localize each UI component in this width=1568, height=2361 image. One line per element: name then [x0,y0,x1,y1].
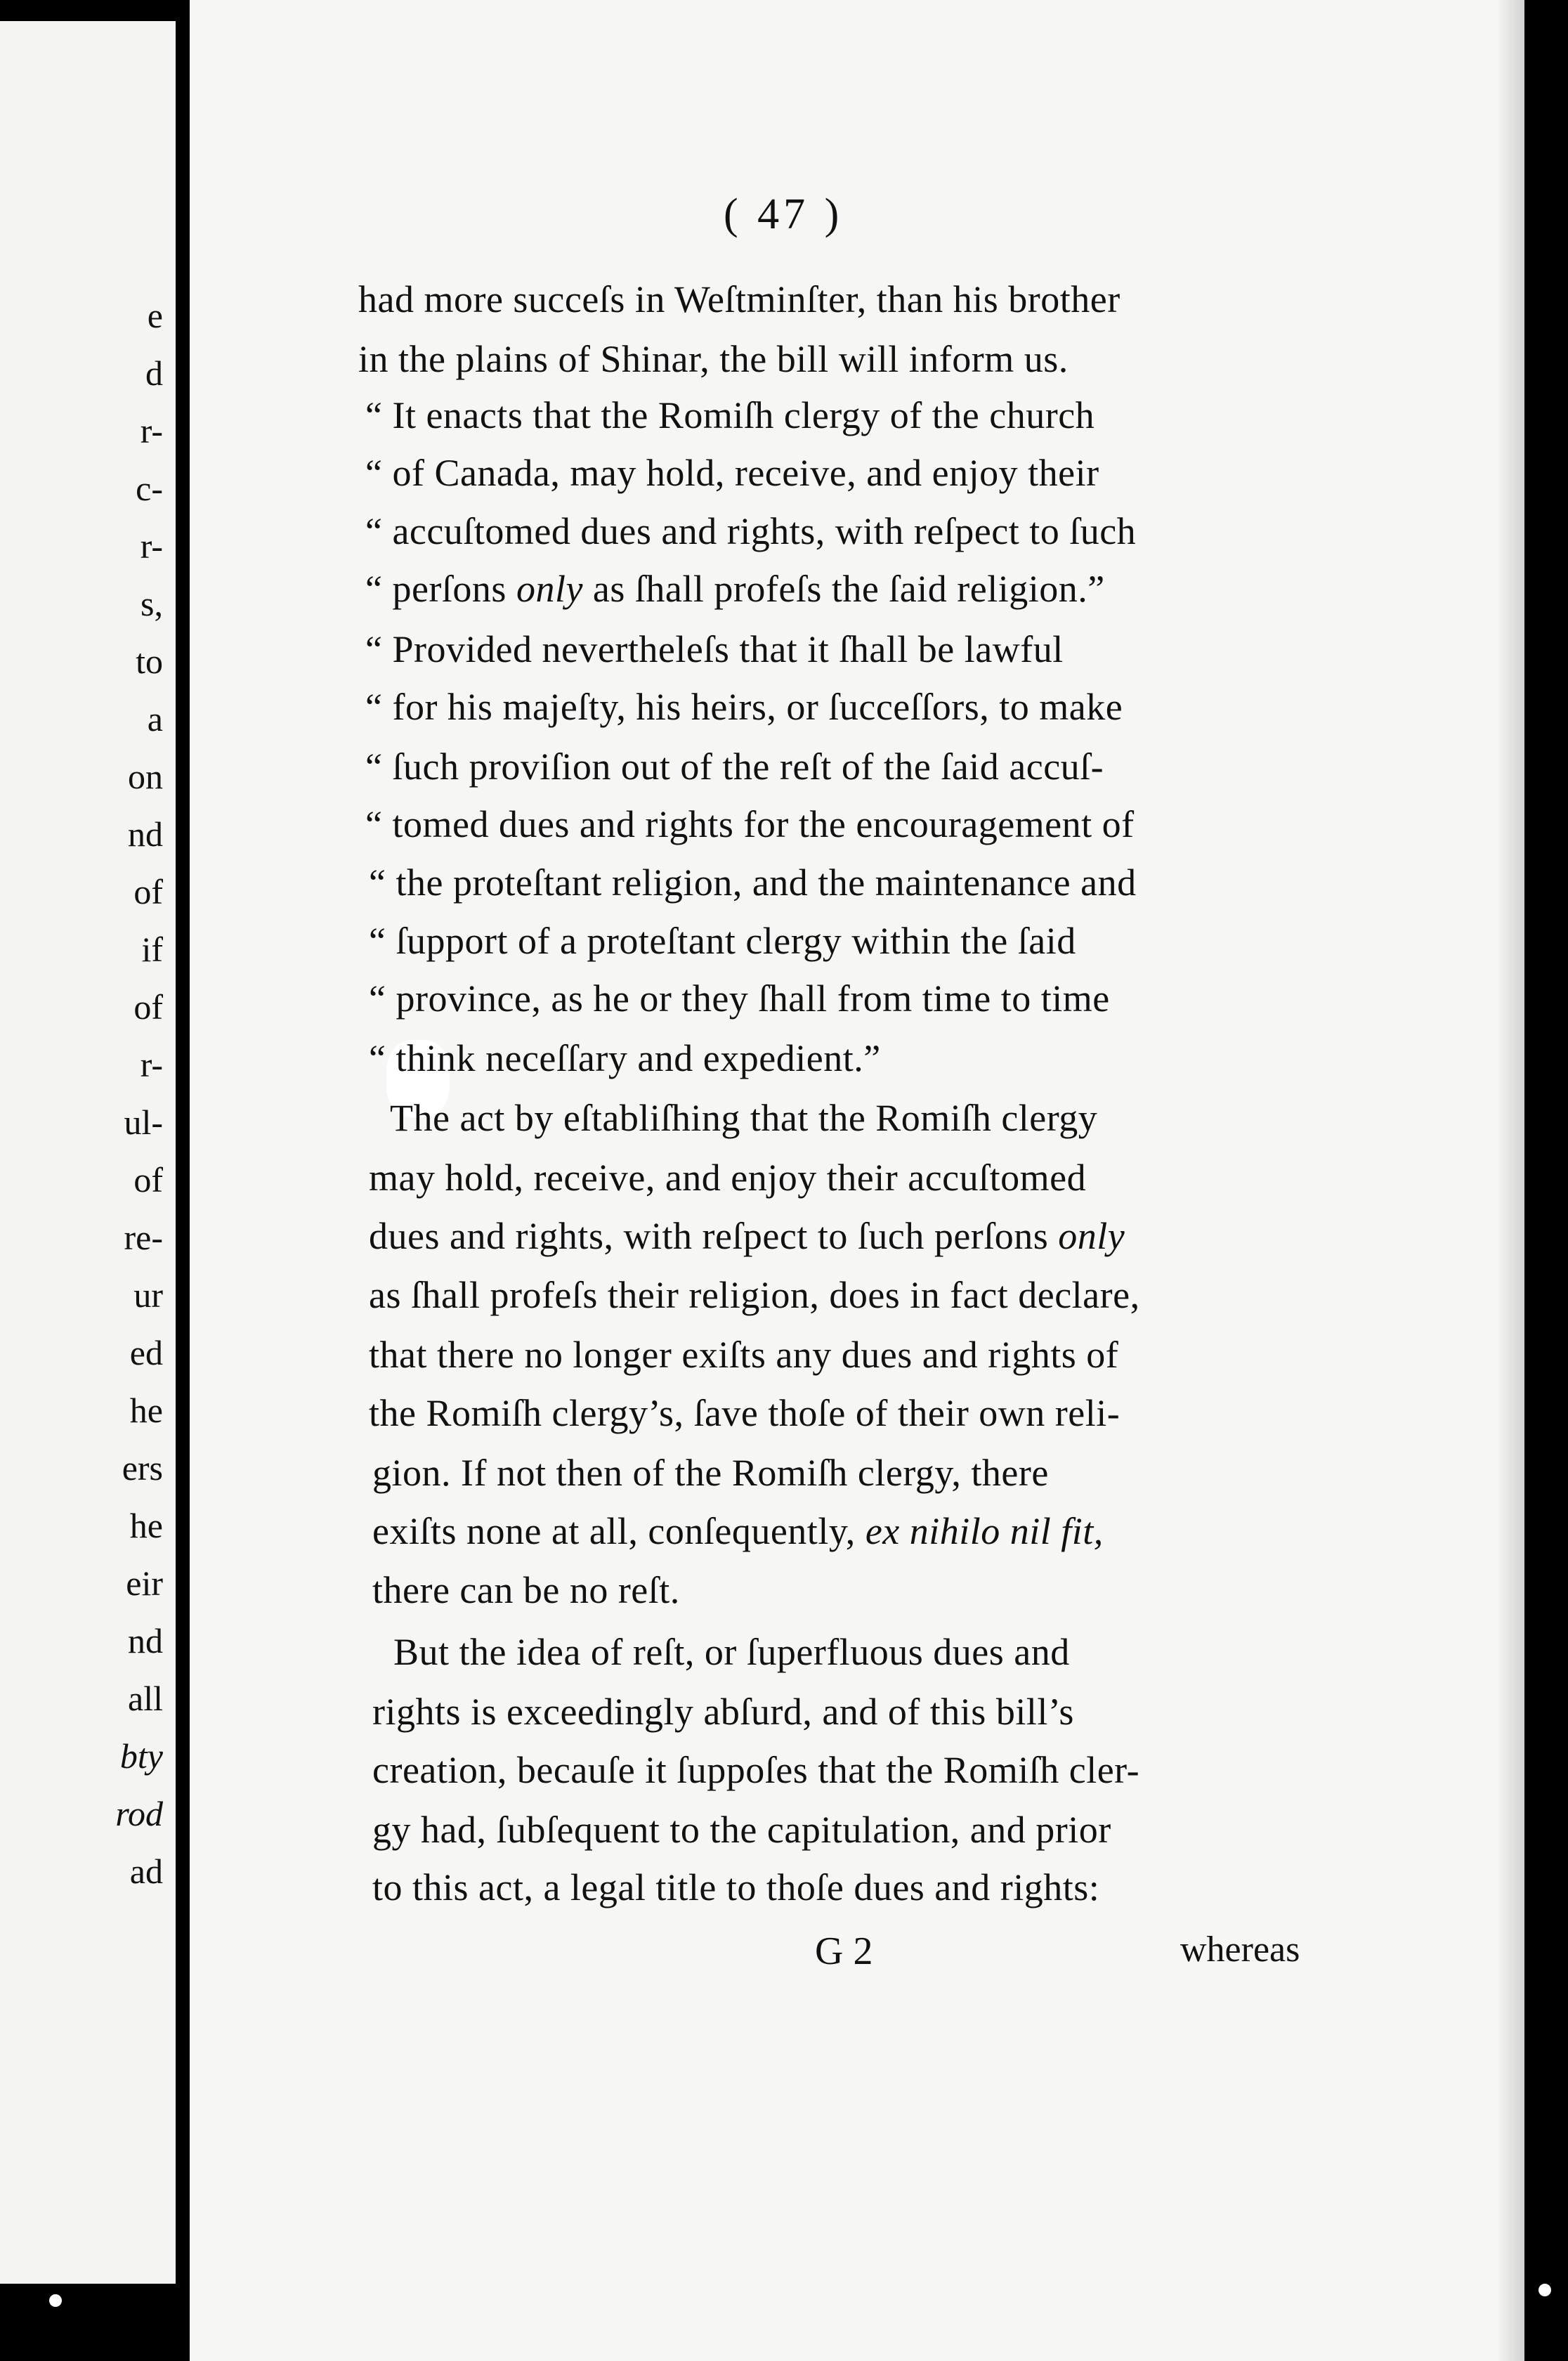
previous-page-fragment: of [133,987,163,1027]
previous-page-fragment: of [133,872,163,911]
text-line: the Romiſh clergy’s, ſave thoſe of their own reli- [369,1392,1121,1434]
text-run: exiſts none at all, conſequently, [372,1510,865,1552]
signature-mark: G 2 [815,1930,873,1973]
previous-page-fragment: nd [128,814,163,854]
text-run: “ perſons [365,568,516,610]
catchword: whereas [1180,1930,1300,1970]
text-line: gy had, ſubſequent to the capitulation, and prior [372,1809,1111,1851]
previous-page-fragment: r- [140,526,163,566]
previous-page-fragment: s, [141,584,163,623]
previous-page-fragment: on [128,757,163,796]
previous-page-fragment: he [129,1391,163,1430]
text-line: may hold, receive, and enjoy their accuſtomed [369,1157,1087,1199]
text-line: creation, becauſe it ſuppoſes that the Romiſh cler- [372,1749,1140,1791]
previous-page-fragment: r- [140,1045,163,1084]
previous-page-fragment: ur [133,1275,163,1315]
previous-page-fragment: ul- [124,1103,163,1142]
book-page [190,0,1524,2361]
previous-page-fragment: ad [129,1852,163,1891]
text-run: as ſhall profeſs the ſaid religion.” [582,568,1105,610]
previous-page-fragment: e [147,296,163,335]
text-line: “ accuſtomed dues and rights, with reſpect to ſuch [365,510,1137,552]
page-edge-shadow [1496,0,1524,2361]
book-gutter [176,0,190,2361]
text-line: “ of Canada, may hold, receive, and enjoy their [365,452,1099,494]
text-line: “ ſupport of a proteſtant clergy within the ſaid [369,920,1076,962]
previous-page-fragment: re- [124,1218,163,1257]
text-line: had more succeſs in Weſtminſter, than his brother [358,278,1121,320]
italic-text: ex nihilo nil fit, [865,1510,1104,1552]
text-line [365,567,1105,611]
text-line: in the plains of Shinar, the bill will inform us. [358,338,1069,380]
previous-page-fragment: r- [140,411,163,450]
text-line: as ſhall profeſs their religion, does in fact declare, [369,1274,1140,1316]
previous-page-fragment: to [136,642,163,681]
ink-speck [49,2294,62,2307]
previous-page-fragment: d [145,353,163,393]
text-line: that there no longer exiſts any dues and rights of [369,1334,1119,1376]
text-run: dues and rights, with reſpect to ſuch perſons [369,1215,1059,1257]
previous-page-fragment: all [128,1679,163,1718]
previous-page-fragment: if [141,930,163,969]
text-line: “ It enacts that the Romiſh clergy of the church [365,394,1095,436]
previous-page-fragment: he [129,1506,163,1545]
text-line: “ Provided nevertheleſs that it ſhall be lawful [365,628,1064,670]
previous-page-fragment: a [147,699,163,739]
text-line: rights is exceedingly abſurd, and of this bill’s [372,1691,1074,1733]
italic-text: only [516,568,583,610]
text-line: there can be no reſt. [372,1569,680,1611]
previous-page-fragment: rod [115,1794,163,1833]
previous-page-fragment: bty [119,1736,163,1776]
text-line [372,1509,1104,1553]
text-line: But the idea of reſt, or ſuperfluous dues and [393,1631,1070,1673]
previous-page-fragment: of [133,1160,163,1199]
previous-page-edge [0,21,176,2284]
page-number: ( 47 ) [724,190,844,238]
text-line: “ for his majeſty, his heirs, or ſucceſſors, to make [365,686,1123,728]
text-line: “ province, as he or they ſhall from time to time [369,977,1110,1020]
text-line: “ tomed dues and rights for the encouragement of [365,803,1135,845]
text-line: gion. If not then of the Romiſh clergy, there [372,1452,1049,1494]
text-line: “ the proteſtant religion, and the maintenance and [369,861,1137,904]
text-line [369,1214,1125,1258]
ink-speck [1538,2284,1551,2296]
text-line: “ think neceſſary and expedient.” [369,1037,881,1079]
text-line: to this act, a legal title to thoſe dues and rights: [372,1866,1100,1908]
text-line: The act by eſtabliſhing that the Romiſh clergy [390,1097,1098,1139]
previous-page-fragment: c- [136,469,163,508]
text-line: “ ſuch proviſion out of the reſt of the ſaid accuſ- [365,746,1104,788]
previous-page-fragment: nd [128,1621,163,1660]
previous-page-fragment: eir [126,1563,163,1603]
previous-page-fragment: ed [129,1333,163,1372]
previous-page-fragment: ers [122,1448,163,1488]
italic-text: only [1058,1215,1125,1257]
